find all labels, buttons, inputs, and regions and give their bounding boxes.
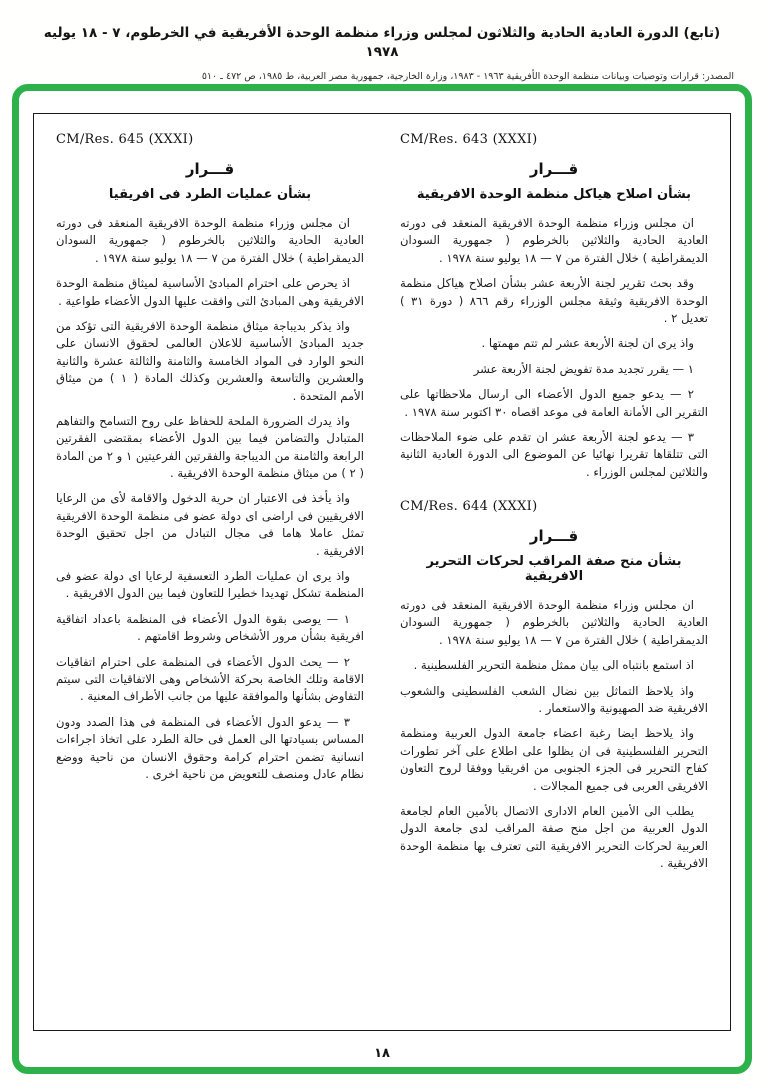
resolution-paragraph: ١ — يقرر تجديد مدة تفويض لجنة الأربعة عشر [473, 361, 694, 376]
resolution-title-644: قـــرار [529, 527, 579, 546]
resolution-645 [56, 132, 364, 783]
column-left [56, 132, 364, 1016]
resolution-paragraph: اذ يحرص على احترام المبادئ الأساسية لميثاق منظمة الوحدة الافريقية وهى المبادئ التى وافقت عليها الدول الأعضاء طواعية . [56, 276, 364, 308]
document-header [30, 24, 734, 82]
resolution-paragraph: واذ يرى ان لجنة الأربعة عشر لم تتم مهمتها . [481, 336, 694, 351]
resolution-paragraph: ١ — يوصى بقوة الدول الأعضاء فى المنظمة باعداد اتفاقية افريقية بشأن مرور الأشخاص وشروط اقامتهم . [56, 611, 364, 644]
resolution-644 [400, 499, 708, 872]
resolution-subtitle-645: بشأن عمليات الطرد فى افريقيا [108, 187, 312, 202]
resolution-paragraph: وقد بحث تقرير لجنة الأربعة عشر بشأن اصلاح هياكل منظمة الوحدة الافريقية وثيقة مجلس الوزراء رقم ٨٦٦ ( دورة ٣١ ) تعديل ٢ . [400, 276, 708, 325]
resolution-paragraph: ٣ — يدعو الدول الأعضاء فى المنظمة فى هذا الصدد ودون المساس بسيادتها الى العمل فى حالة الطرد على اتخاذ اجراءات انسانية تضمن احترام كرامة وحقوق الانسان من ناحية ووضع نظام عادل ومنصف للتعويض من ناحية اخرى . [56, 714, 364, 781]
session-title: (تابع) الدورة العادية الحادية والثلاثون لمجلس وزراء منظمة الوحدة الأفريقية في الخرطوم، ٧ - ١٨ يوليه ١٩٧٨ [43, 25, 721, 60]
resolution-paragraph: اذ استمع بانتباه الى بيان ممثل منظمة التحرير الفلسطينية . [413, 658, 694, 673]
resolution-paragraph: يطلب الى الأمين العام الادارى الاتصال بالأمين العام لجامعة الدول العربية من اجل منح صفة المراقب لدى جامعة الدول العربية لحركات التحرير الافريقية التى تعترف بها منظمة الوحدة الافريقية . [400, 803, 708, 871]
resolution-subtitle-644: بشأن منح صفة المراقب لحركات التحرير الافريقية [426, 554, 682, 585]
page-number: ١٨ [374, 1046, 390, 1061]
resolution-paragraph: ٢ — يدعو جميع الدول الأعضاء الى ارسال ملاحظاتها على التقرير الى الأمانة العامة فى موعد اقصاه ٣٠ اكتوبر سنة ١٩٧٨ . [400, 387, 708, 419]
resolution-ref-643: CM/Res. 643 (XXXI) [400, 132, 538, 147]
resolution-title-643: قـــرار [529, 160, 579, 178]
resolution-paragraph: واذ يأخذ فى الاعتبار ان حرية الدخول والاقامة لأى من الرعايا الافريقيين فى اراضى اى دولة عضو فى منظمة الوحدة الافريقية تمثل عاملا هاما فى مجال التبادل من اجل تحقيق الوحدة الافريقية . [56, 491, 364, 558]
resolution-title-645: قـــرار [185, 160, 235, 178]
resolution-paragraph: واذ يذكر بديباجة ميثاق منظمة الوحدة الافريقية التى تؤكد من جديد المبادئ الأساسية للاعلان العالمى لحقوق الانسان على النحو الوارد فى المواد الخامسة والثامنة والثالثة عشرة والثانية والعشرين والتاسعة والعشرين وكذلك المادة ( ١ ) من ميثاق الأمم المتحدة . [56, 318, 364, 403]
column-right [400, 132, 708, 1016]
resolution-paragraph: ٣ — يدعو لجنة الأربعة عشر ان تقدم على ضوء الملاحظات التى تتلقاها تقريرا نهائيا عن الموضوع الى الدورة العادية الثانية والثلاثين لمجلس الوزراء . [400, 429, 708, 479]
page-content-box [33, 113, 731, 1031]
resolution-paragraph: ان مجلس وزراء منظمة الوحدة الافريقية المنعقد فى دورته العادية الحادية والثلاثين بالخرطوم ( جمهورية السودان الديمقراطية ) خلال الفترة من ٧ — ١٨ يوليو سنة ١٩٧٨ . [56, 216, 364, 265]
source-citation: المصدر: قرارات وتوصيات وبيانات منظمة الوحدة الأفريقية ١٩٦٣ - ١٩٨٣، وزارة الخارجية، جمهورية مصر العربية، ط ١٩٨٥، ص ٤٧٢ ـ ٥١٠ [201, 70, 734, 82]
resolution-ref-644: CM/Res. 644 (XXXI) [400, 499, 538, 515]
resolution-paragraph: ان مجلس وزراء منظمة الوحدة الافريقية المنعقد فى دورته العادية الحادية والثلاثين بالخرطوم ( جمهورية السودان الديمقراطية ) خلال الفترة من ٧ — ١٨ يوليو سنة ١٩٧٨ . [400, 216, 708, 265]
resolution-paragraph: واذ يلاحظ ايضا رغبة اعضاء جامعة الدول العربية ومنظمة التحرير الفلسطينية فى ان يظلوا على اطلاع على آخر تطورات كفاح التحرير فى الجزء الجنوبى من افريقيا ووفقا لروح التعاون الافريقى العربى فى جميع المجالات . [400, 726, 708, 793]
green-frame-border [12, 84, 752, 1074]
resolution-paragraph: ٢ — يحث الدول الأعضاء فى المنظمة على احترام اتفاقيات الاقامة وتلك الخاصة بحركة الأشخاص وهى الاتفاقيات التى سيتم التفاوض بشأنها والموافقة عليها من جانب الأطراف المعنية . [56, 654, 364, 704]
resolution-paragraph: واذ يدرك الضرورة الملحة للحفاظ على روح التسامح والتفاهم المتبادل والتضامن فيما بين الدول الأعضاء بمقتضى الفقرتين الرابعة والثامنة من الديباجة والفقرتين الفرعيتين ١ و ٢ من المادة ( ٢ ) من ميثاق منظمة الوحدة الافريقية . [56, 413, 364, 481]
resolution-paragraph: واذ يلاحظ التماثل بين نضال الشعب الفلسطينى والشعوب الافريقية ضد الصهيونية والاستعمار . [400, 683, 708, 716]
resolution-subtitle-643: بشأن اصلاح هياكل منظمة الوحدة الافريقية [416, 187, 692, 202]
two-column-layout [56, 132, 708, 1016]
resolution-643 [400, 132, 708, 481]
resolution-paragraph: واذ يرى ان عمليات الطرد التعسفية لرعايا اى دولة عضو فى المنظمة تشكل تهديدا خطيرا للتعاون فيما بين الدول الافريقية . [56, 569, 364, 601]
resolution-paragraph: ان مجلس وزراء منظمة الوحدة الافريقية المنعقد فى دورته العادية الحادية والثلاثين بالخرطوم ( جمهورية السودان الديمقراطية ) خلال الفترة من ٧ — ١٨ يوليو سنة ١٩٧٨ . [400, 598, 708, 647]
resolution-ref-645: CM/Res. 645 (XXXI) [56, 132, 194, 147]
